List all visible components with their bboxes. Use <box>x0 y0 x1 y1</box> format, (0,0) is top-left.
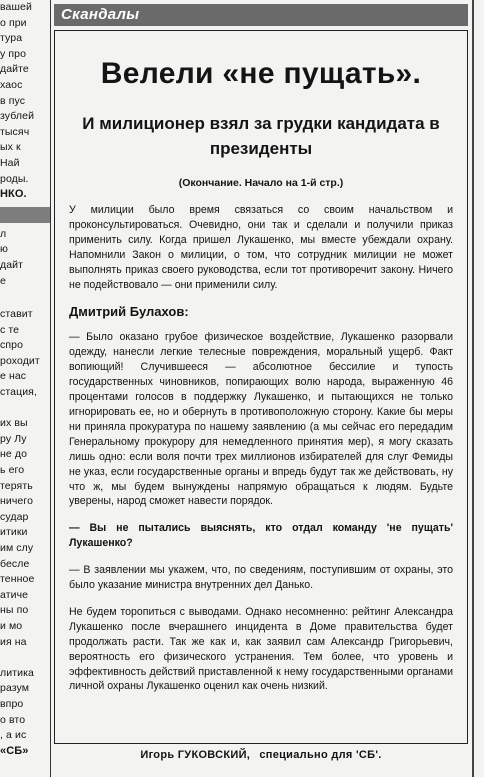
interview-question: — Вы не пытались выяснять, кто отдал команду 'не пущать' Лукашенко? <box>69 522 453 550</box>
adjacent-text-line: стация, <box>0 386 37 399</box>
adjacent-text-line: спро <box>0 339 24 352</box>
adjacent-footer-tag: «СБ» <box>0 744 29 757</box>
adjacent-text-line <box>0 650 50 666</box>
article <box>54 4 468 774</box>
adjacent-text-line: роходит <box>0 354 40 367</box>
byline-author: Игорь ГУКОВСКИЙ, <box>140 749 251 761</box>
adjacent-text-line: итики <box>0 526 28 539</box>
adjacent-text-line: зублей <box>0 110 35 123</box>
adjacent-text-line: Най <box>0 156 20 169</box>
right-margin-rule <box>472 0 484 777</box>
rubric-label: Скандалы <box>54 4 468 26</box>
adjacent-text-line: хаос <box>0 78 23 91</box>
adjacent-text-line: ру Лу <box>0 432 27 445</box>
adjacent-text-line: е нас <box>0 370 27 383</box>
adjacent-text-line: дайт <box>0 258 24 271</box>
byline-suffix: специально для 'СБ'. <box>259 749 382 761</box>
paragraph-1: У милиции было время связаться со своим начальством и проконсультироваться. Очевидно, они так и сделали и получили приказ применить силу. Когда пришел Лукашенко, мы вместе убеждали охрану. Напомнили Закон о милиции, о том, что сотрудник милиции не может выполнять приказ своего руководства, если тот противоречит закону. Ничего не подействовало — они применили силу. <box>69 204 453 291</box>
adjacent-text-line: о вто <box>0 713 26 726</box>
adjacent-text-line: судар <box>0 510 29 523</box>
adjacent-text-line: вашей <box>0 1 32 13</box>
adjacent-text-line: тысяч <box>0 125 30 138</box>
adjacent-text-line: в пус <box>0 94 26 107</box>
adjacent-text-line: ничего <box>0 495 34 508</box>
adjacent-text-line: разум <box>0 682 30 695</box>
adjacent-text-line: ны по <box>0 604 29 617</box>
adjacent-text-line: у про <box>0 47 27 60</box>
adjacent-dark-band <box>0 207 50 223</box>
adjacent-text-line: ь его <box>0 464 25 477</box>
continuation-note: (Окончание. Начало на 1-й стр.) <box>178 177 344 189</box>
adjacent-text-line: их вы <box>0 417 28 430</box>
adjacent-text-line: е <box>0 274 6 287</box>
adjacent-text-line: ия на <box>0 635 27 648</box>
adjacent-text-line: литика <box>0 666 34 679</box>
adjacent-text-line: дайте <box>0 63 29 76</box>
adjacent-text-line: роды. <box>0 172 29 185</box>
speaker-name: Дмитрий Булахов: <box>69 304 189 320</box>
adjacent-text-line: с те <box>0 323 20 336</box>
adjacent-text-line <box>0 401 50 417</box>
adjacent-heading: НКО. <box>0 188 27 201</box>
adjacent-text-line: бесле <box>0 557 30 570</box>
adjacent-text-line: терять <box>0 479 33 492</box>
adjacent-text-line: впро <box>0 697 24 710</box>
adjacent-text-line: л <box>0 227 7 240</box>
headline: Велели «не пущать». <box>100 57 422 90</box>
adjacent-text-line: и мо <box>0 619 23 632</box>
adjacent-text-line: не до <box>0 448 28 461</box>
byline <box>54 747 468 763</box>
adjacent-text-line: тура <box>0 32 23 45</box>
adjacent-text-line: , а ис <box>0 729 27 742</box>
adjacent-text-line: ых к <box>0 141 21 154</box>
paragraph-4: Не будем торопиться с выводами. Однако несомненно: рейтинг Александра Лукашенко после вчерашнего инцидента в Доме правительства будет продолжать расти. Так же как и, как заявил сам Александр Григорьевич, вероятность его физического устранения. Тем более, что уровень и эффективность действий приставленной к нему государственными органами личной охраны Лукашенко оценил как очень низкий. <box>69 605 453 693</box>
adjacent-text-line: о при <box>0 16 27 29</box>
subheadline: И милиционер взял за грудки кандидата в президенты <box>82 114 440 158</box>
paragraph-3: — В заявлении мы укажем, что, по сведениям, поступившим от охраны, это было указание министра внутренних дел Данько. <box>69 564 453 592</box>
adjacent-text-line: ставит <box>0 308 33 321</box>
article-frame <box>54 30 468 744</box>
adjacent-text-line: ю <box>0 243 8 256</box>
adjacent-column <box>0 0 51 777</box>
adjacent-text-line: им слу <box>0 542 34 554</box>
adjacent-text-line: тенное <box>0 573 35 586</box>
paragraph-2: — Было оказано грубое физическое воздействие, Лукашенко разорвали одежду, нанесли легкие телесные повреждения, моральный ущерб. Факт вопиющий! Случившееся — абсолютное бессилие и тупость государственных чиновников, попирающих волю народа, выраженную 46 процентами голосов в поддержку Лукашенко, и пытающихся не только игнорировать ее, но и обернуть в противоположную сторону. Какие бы меры ни приняла прокуратура по нашему заявлению (а мы сейчас его передадим Генеральному прокурору для немедленного принятия мер), я могу сказать лишь одно: если воля почти трех миллионов избирателей для слуг Фемиды не указ, если государственные органы и впредь будут так же действовать, ну что ж, мы будем вынуждены напрямую обращаться к людям. Будьте уверены, народ сможет навести порядок. <box>69 331 453 508</box>
adjacent-text-line: атиче <box>0 588 29 601</box>
